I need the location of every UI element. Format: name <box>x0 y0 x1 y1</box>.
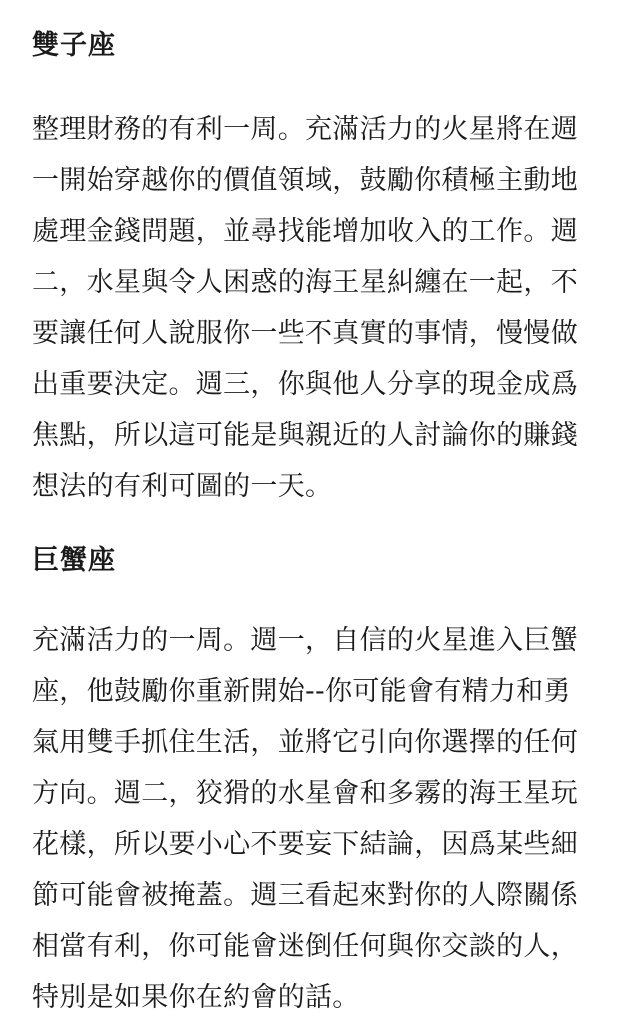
section-body-gemini <box>32 104 612 512</box>
paragraph-line: 氣用雙手抓住生活，並將它引向你選擇的任何 <box>32 727 578 758</box>
paragraph-line: 方向。週二，狡猾的水星會和多霧的海王星玩 <box>32 778 578 809</box>
paragraph-line: 二，水星與令人困惑的海王星糾纏在一起，不 <box>32 267 578 298</box>
paragraph-line: 整理財務的有利一周。充滿活力的火星將在週 <box>32 114 578 145</box>
paragraph-line: 一開始穿越你的價值領域，鼓勵你積極主動地 <box>32 165 578 196</box>
paragraph-line: 節可能會被掩蓋。週三看起來對你的人際關係 <box>32 880 578 911</box>
paragraph-line: 要讓任何人說服你一些不真實的事情，慢慢做 <box>32 318 578 349</box>
paragraph-line: 座，他鼓勵你重新開始--你可能會有精力和勇 <box>32 676 571 707</box>
section-heading-cancer: 巨蟹座 <box>32 545 116 576</box>
paragraph-line: 花樣，所以要小心不要妄下結論，因爲某些細 <box>32 829 578 860</box>
paragraph-line: 特別是如果你在約會的話。 <box>32 982 360 1013</box>
paragraph-line: 處理金錢問題，並尋找能增加收入的工作。週 <box>32 216 578 247</box>
paragraph-line: 出重要決定。週三，你與他人分享的現金成爲 <box>32 369 578 400</box>
paragraph-line: 充滿活力的一周。週一，自信的火星進入巨蟹 <box>32 625 578 656</box>
paragraph-line: 想法的有利可圖的一天。 <box>32 471 333 502</box>
section-body-cancer <box>32 615 612 1023</box>
section-heading-gemini: 雙子座 <box>32 30 116 61</box>
paragraph-line: 相當有利，你可能會迷倒任何與你交談的人， <box>32 931 578 962</box>
paragraph-line: 焦點，所以這可能是與親近的人討論你的賺錢 <box>32 420 578 451</box>
